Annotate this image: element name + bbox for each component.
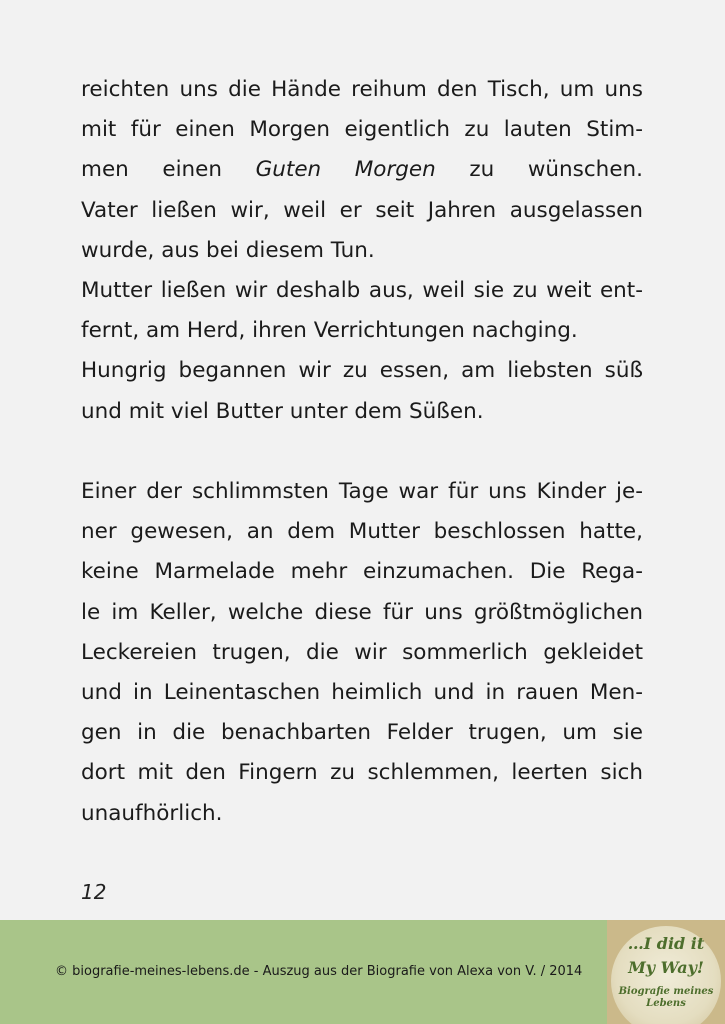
text-line: le im Keller, welche diese für uns größtmöglichen [81,599,643,625]
badge-text-line: Lebens [646,998,686,1009]
text-line: keine Marmelade mehr einzumachen. Die Rega- [81,559,643,585]
text-line: und mit viel Butter unter dem Süßen. [81,398,484,424]
text-fragment: men einen [81,157,256,183]
text-line: reichten uns die Hände reihum den Tisch, um uns [81,77,643,102]
text-line: fernt, am Herd, ihren Verrichtungen nachging. [81,318,578,344]
page-number: 12 [81,880,107,904]
text-line: Hungrig begannen wir zu essen, am liebsten süß [81,358,643,384]
text-line: Leckereien trugen, die wir sommerlich gekleidet [81,639,643,665]
badge-text-line: Biografie meines [618,986,714,997]
text-line: und in Leinentaschen heimlich und in rauen Men- [81,680,643,706]
text-line: Mutter ließen wir deshalb aus, weil sie zu weit ent- [81,278,643,304]
badge-text-line: My Way! [628,958,704,977]
text-line: ner gewesen, an dem Mutter beschlossen hatte, [81,519,643,545]
footer-bar [0,920,725,1024]
text-fragment: zu wünschen. [435,157,644,183]
text-line: Vater ließen wir, weil er seit Jahren ausgelassen [81,197,643,223]
badge-text-line: …I did it [627,934,705,953]
text-line: wurde, aus bei diesem Tun. [81,237,375,263]
italic-phrase: Guten Morgen [255,157,436,183]
text-line: Einer der schlimmsten Tage war für uns Kinder je- [81,479,643,504]
text-line: unaufhörlich. [81,800,223,826]
footer-copyright: © biografie-meines-lebens.de - Auszug aus der Biografie von Alexa von V. / 2014 [55,964,583,979]
paragraph-1 [81,70,643,432]
text-line: gen in die benachbarten Felder trugen, um sie [81,720,643,746]
text-line: dort mit den Fingern zu schlemmen, leerten sich [81,760,643,786]
logo-badge [607,920,725,1024]
paragraph-2 [81,472,643,834]
text-line [81,150,643,190]
text-line: mit für einen Morgen eigentlich zu lauten Stim- [81,117,643,143]
